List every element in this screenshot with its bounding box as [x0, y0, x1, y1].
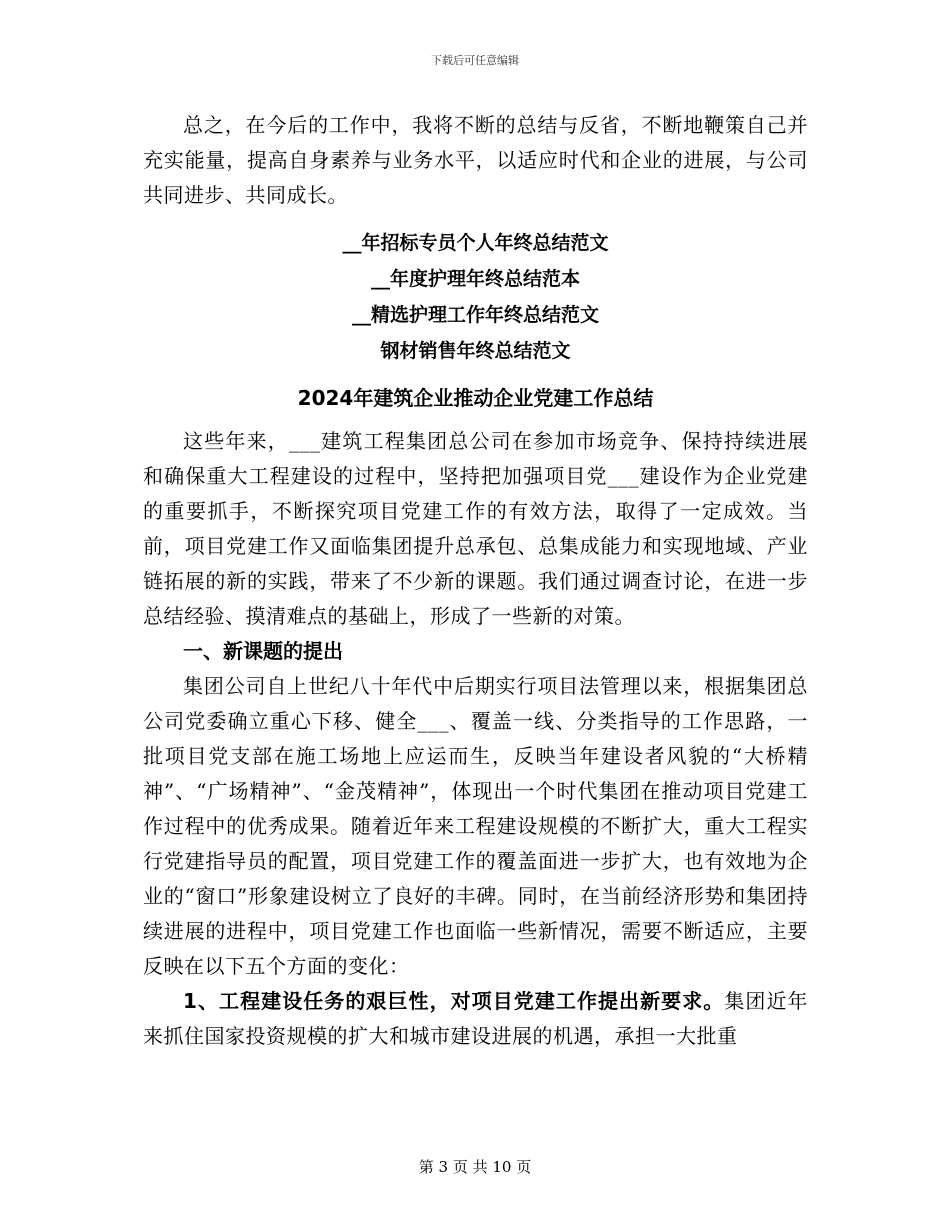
related-title: 钢材销售年终总结范文: [380, 340, 571, 362]
page-content: [143, 108, 808, 1054]
related-title: __年度护理年终总结范本: [370, 268, 580, 290]
body-paragraph: 这些年来，___建筑工程集团总公司在参加市场竞争、保持持续进展和确保重大工程建设的过程中，坚持把加强项目党___建设作为企业党建的重要抓手，不断探究项目党建工作的有效方法，取得了一定成效。当前，项目党建工作又面临集团提升总承包、总集成能力和实现地域、产业链拓展的新的实践，带来了不少新的课题。我们通过调查讨论，在进一步总结经验、摸清难点的基础上，形成了一些新的对策。: [143, 429, 808, 628]
document-title: 2024年建筑企业推动企业党建工作总结: [297, 386, 654, 410]
related-title: __年招标专员个人年终总结范文: [342, 232, 609, 254]
section-heading: 一、新课题的提出: [183, 639, 343, 663]
page-number: 第 3 页 共 10 页: [418, 1158, 532, 1176]
related-titles-list: [143, 225, 808, 369]
point-paragraph: [143, 984, 808, 1054]
intro-paragraph: 总之，在今后的工作中，我将不断的总结与反省，不断地鞭策自己并充实能量，提高自身素养与业务水平，以适应时代和企业的进展，与公司共同进步、共同成长。: [143, 113, 808, 207]
point-text: 集团近年来抓住国家投资规模的扩大和城市建设进展的机遇，承担一大批重: [143, 989, 809, 1048]
point-lead: 1、工程建设任务的艰巨性，对项目党建工作提出新要求。: [183, 989, 725, 1013]
header-note: 下载后可任意编辑: [431, 54, 519, 67]
related-title: __精选护理工作年终总结范文: [351, 304, 599, 326]
body-paragraph: 集团公司自上世纪八十年代中后期实行项目法管理以来，根据集团总公司党委确立重心下移、健全___、覆盖一线、分类指导的工作思路，一批项目党支部在施工场地上应运而生，反映当年建设者风貌的“大桥精神”、“广场精神”、“金茂精神”，体现出一个时代集团在推动项目党建工作过程中的优秀成果。随着近年来工程建设规模的不断扩大，重大工程实行党建指导员的配置，项目党建工作的覆盖面进一步扩大，也有效地为企业的“窗口”形象建设树立了良好的丰碑。同时，在当前经济形势和集团持续进展的进程中，项目党建工作也面临一些新情况，需要不断适应，主要反映在以下五个方面的变化：: [143, 674, 808, 978]
